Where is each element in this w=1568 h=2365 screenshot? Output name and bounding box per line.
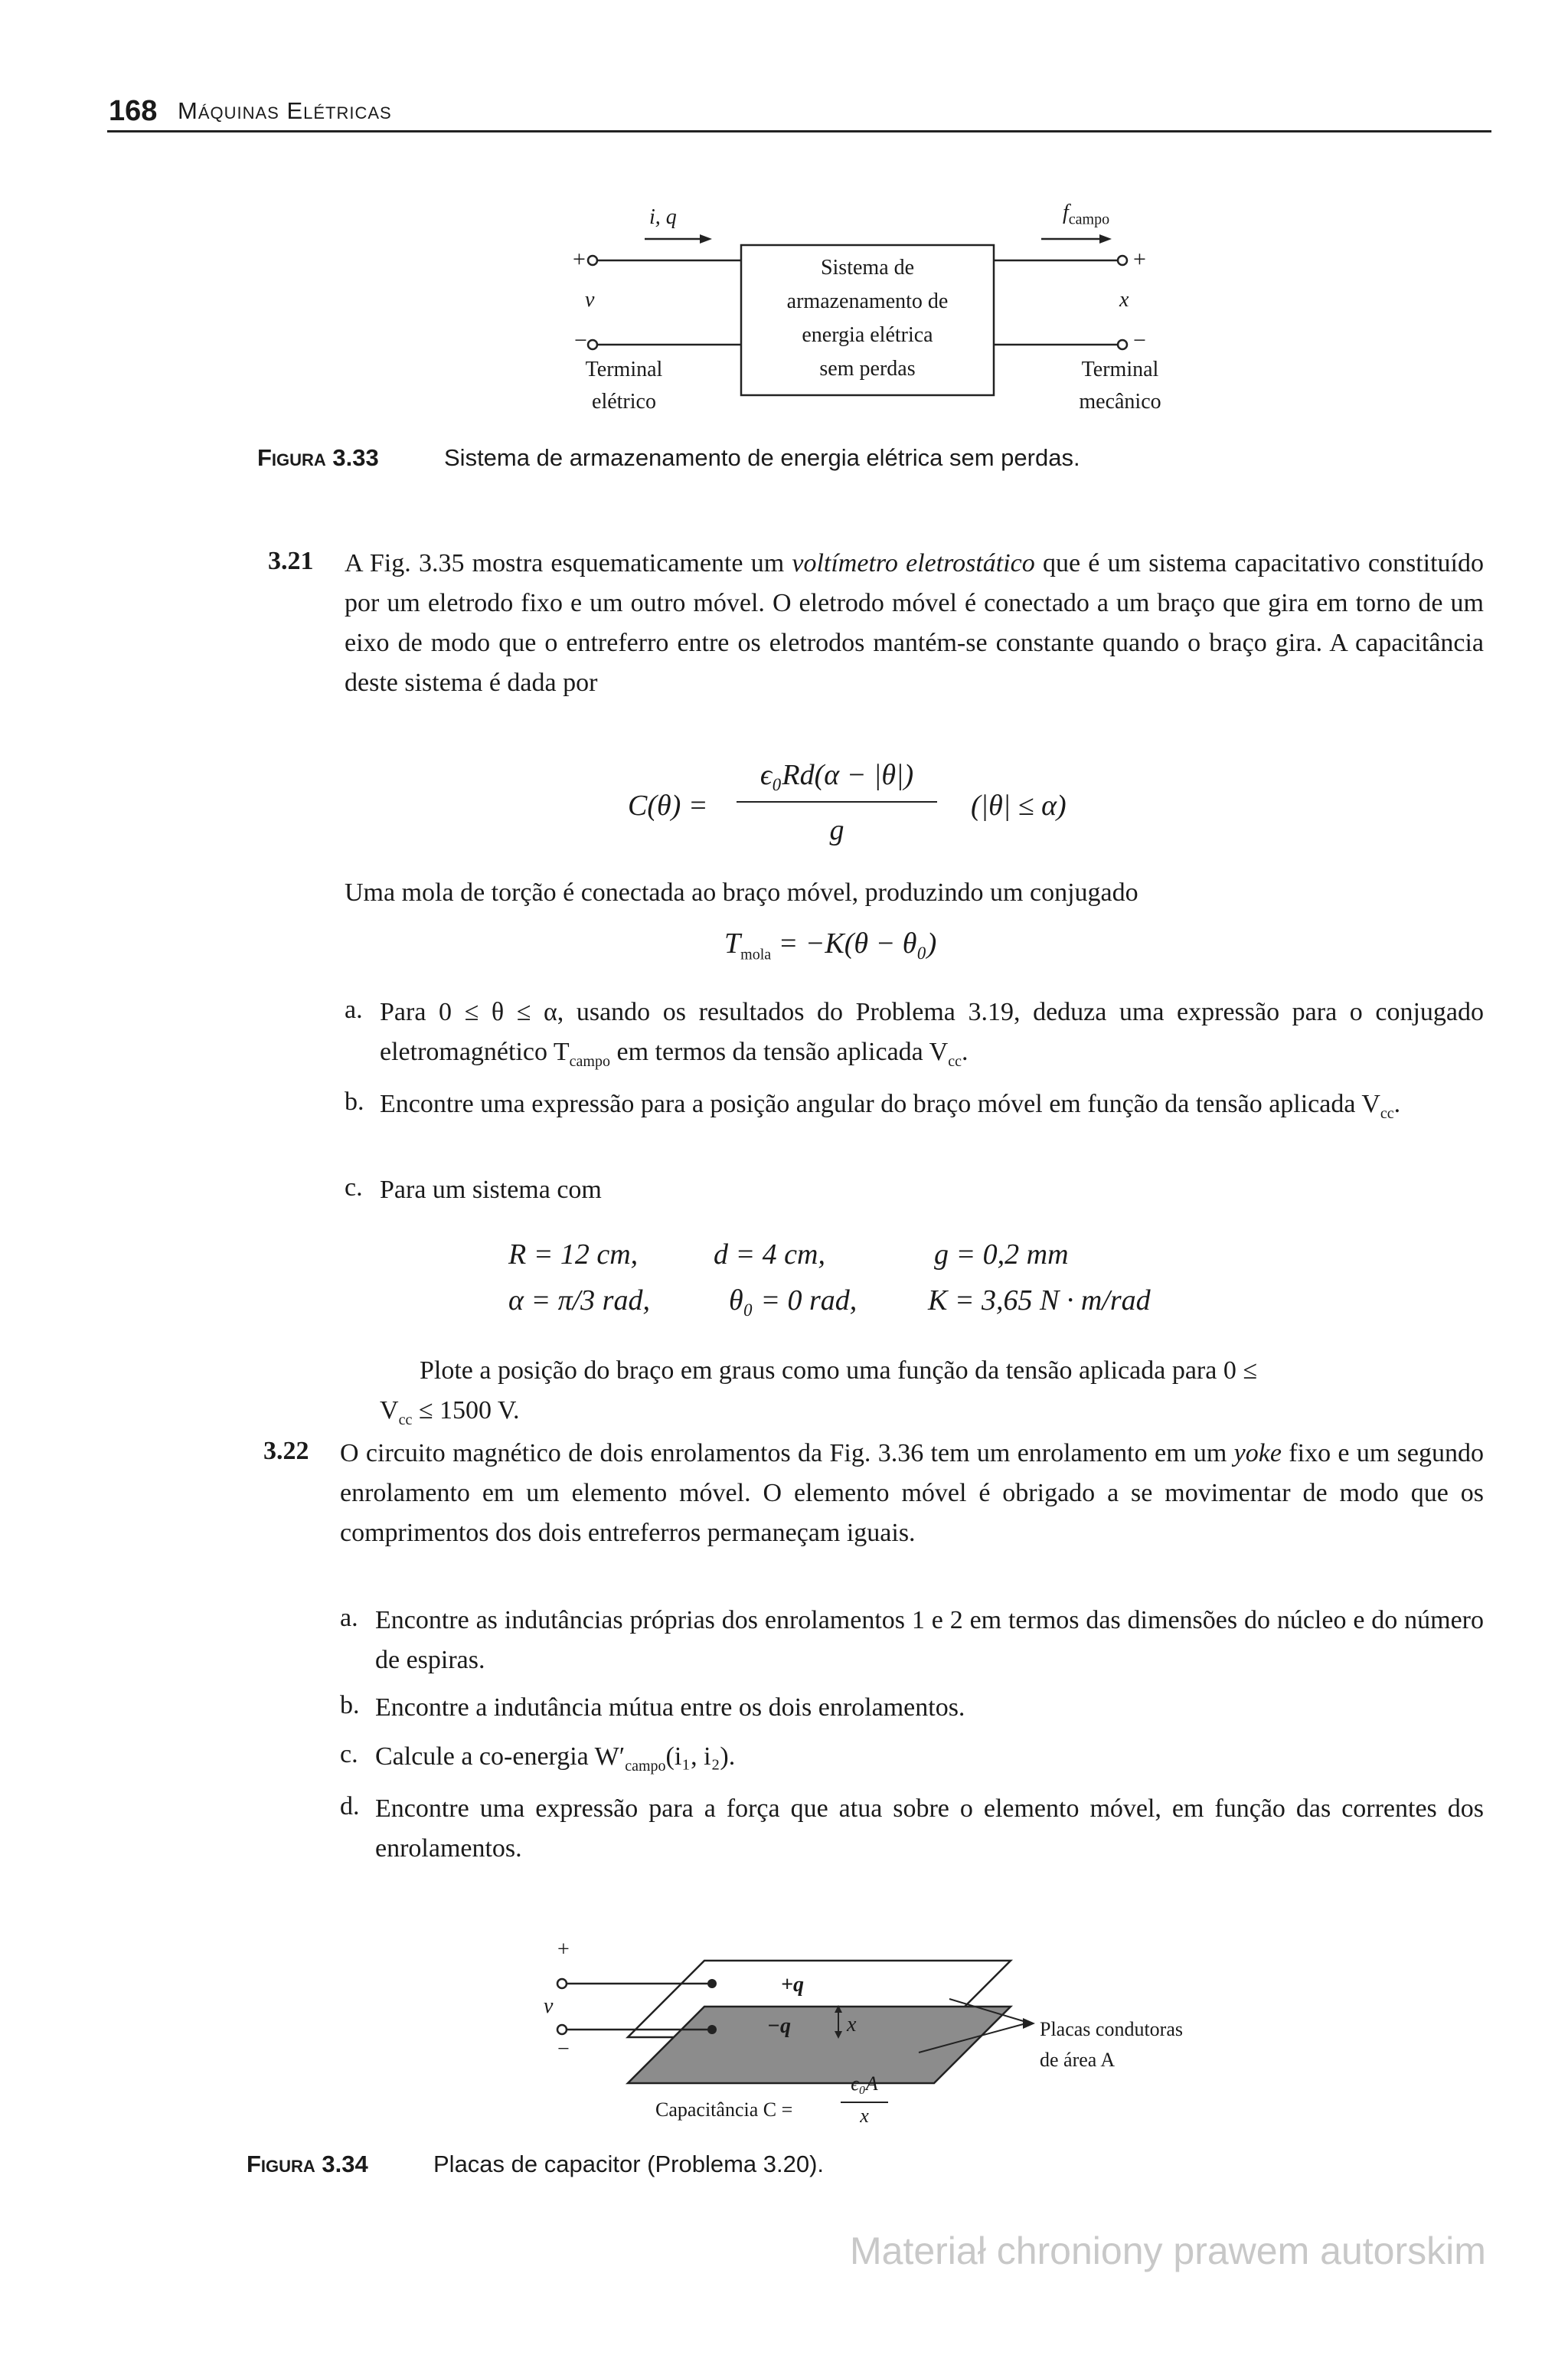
left-minus-sign: − xyxy=(574,328,587,353)
force-arrow-head xyxy=(1099,234,1112,244)
item-c-text: Para um sistema com xyxy=(380,1176,602,1204)
running-header-title: Máquinas Elétricas xyxy=(178,97,392,124)
param-K: K = 3,65 N · m/rad xyxy=(928,1284,1151,1317)
left-plus-sign: + xyxy=(573,247,586,272)
bottom-plate-contact xyxy=(707,2025,717,2034)
param-alpha: α = π/3 rad, xyxy=(508,1284,650,1317)
item-b-text: Encontre uma expressão para a posição angular do braço móvel em função da tensão aplicada $V_{cc}$. xyxy=(380,1090,1401,1122)
electrical-terminal-minus xyxy=(588,340,597,349)
item-3-22-b-text: Encontre a indutância mútua entre os dois enrolamentos. xyxy=(375,1693,965,1722)
figure-3-33-label: Figura 3.33 xyxy=(257,444,379,471)
header-rule xyxy=(107,130,1491,132)
problem-3-22-number: 3.22 xyxy=(263,1437,309,1465)
item-3-22-a-letter: a. xyxy=(340,1604,358,1632)
item-3-22-a-text: Encontre as indutâncias próprias dos enrolamentos 1 e 2 em termos das dimensões do núcleo e do número de espiras. xyxy=(375,1606,1484,1674)
problem-3-21-text: A Fig. 3.35 mostra esquematicamente um voltímetro eletrostático que é um sistema capacitativo constituído por um eletrodo fixo e um outro móvel. O eletrodo móvel é conectado a um braço que gira em torno de um eixo de modo que o entreferro entre os eletrodos mantém-se constante quando o braço gira. A capacitância deste sistema é dada por xyxy=(345,549,1484,697)
capacitance-denominator: x xyxy=(860,2105,869,2127)
fraction-bar xyxy=(737,801,937,803)
param-theta0: θ₀ = 0 rad, xyxy=(729,1284,858,1317)
problem-3-21-number: 3.21 xyxy=(268,547,314,575)
plates-label: Placas condutoras de área A xyxy=(1040,2018,1184,2071)
minus-charge-label: −q xyxy=(767,2014,791,2038)
storage-system-text: Sistema de armazenamento de energia elétrica sem perdas xyxy=(786,256,949,381)
item-3-22-c-letter: c. xyxy=(340,1740,358,1768)
figure-3-34-diagram xyxy=(536,1930,1072,2091)
electrical-terminal-label: Terminal elétrico xyxy=(585,358,663,414)
item-3-22-b-letter: b. xyxy=(340,1691,360,1719)
spring-text: Uma mola de torção é conectada ao braço móvel, produzindo um conjugado xyxy=(345,878,1138,907)
capacitance-equation-numerator: ϵ₀Rd(α − |θ|) xyxy=(760,759,914,791)
param-g: g = 0,2 mm xyxy=(934,1238,1069,1271)
item-a-letter: a. xyxy=(345,996,363,1024)
problem-3-22-text: O circuito magnético de dois enrolamentos da Fig. 3.36 tem um enrolamento em um yoke fixo e um segundo enrolamento em um elemento móvel. O elemento móvel é obrigado a se movimentar de modo que os comprimentos dos dois entreferros permaneçam iguais. xyxy=(340,1439,1484,1547)
fig334-minus: − xyxy=(557,2037,570,2061)
capacitance-formula-prefix: Capacitância C = xyxy=(655,2098,793,2121)
figure-3-33-caption: Sistema de armazenamento de energia elétrica sem perdas. xyxy=(444,444,1080,471)
item-3-22-d-text: Encontre uma expressão para a força que atua sobre o elemento móvel, em função das correntes dos enrolamentos. xyxy=(375,1794,1484,1863)
current-arrow-head xyxy=(700,234,712,244)
mechanical-terminal-label: Terminal mecânico xyxy=(1079,358,1161,414)
plus-terminal xyxy=(557,1979,567,1988)
capacitance-fraction-bar xyxy=(841,2102,888,2103)
plot-instruction-cont: $V_{cc} \le 1500$ V. xyxy=(380,1396,520,1428)
item-c-letter: c. xyxy=(345,1173,363,1202)
item-b-letter: b. xyxy=(345,1088,364,1116)
right-minus-sign: − xyxy=(1133,328,1146,353)
figure-3-34-label: Figura 3.34 xyxy=(247,2151,368,2177)
current-charge-label: i, q xyxy=(649,205,677,229)
item-3-22-d-letter: d. xyxy=(340,1792,360,1820)
gap-x-label: x xyxy=(847,2013,857,2036)
leader-arrow-head xyxy=(1023,2018,1035,2029)
mechanical-terminal-plus xyxy=(1118,256,1127,265)
figure-3-34-caption: Placas de capacitor (Problema 3.20). xyxy=(433,2151,825,2177)
spring-torque-equation: $T_{mola} = -K(\theta - \theta_0)$ xyxy=(724,927,937,963)
displacement-label: x xyxy=(1119,288,1129,312)
top-plate-contact xyxy=(707,1979,717,1988)
param-d: d = 4 cm, xyxy=(714,1238,825,1271)
capacitance-equation-lhs: C(θ) = xyxy=(628,790,708,822)
fig334-plus: + xyxy=(557,1938,570,1961)
capacitance-equation-denominator: g xyxy=(829,814,844,846)
minus-terminal xyxy=(557,2025,567,2034)
field-force-label: $f_{campo}$ xyxy=(1063,201,1110,228)
param-R: R = 12 cm, xyxy=(508,1238,639,1271)
plus-charge-label: +q xyxy=(781,1973,804,1997)
voltage-label: v xyxy=(585,288,595,312)
electrical-terminal-plus xyxy=(588,256,597,265)
fig334-v: v xyxy=(544,1994,554,2018)
copyright-watermark: Materiał chroniony prawem autorskim xyxy=(850,2229,1486,2272)
plot-instruction: Plote a posição do braço em graus como uma função da tensão aplicada para 0 ≤ xyxy=(420,1356,1257,1385)
capacitance-equation-condition: (|θ| ≤ α) xyxy=(971,790,1067,822)
page-number: 168 xyxy=(109,95,158,127)
item-3-22-c-text: Calcule a co-energia $W'_{campo}(i_1$, i₂). xyxy=(375,1742,736,1775)
mechanical-terminal-minus xyxy=(1118,340,1127,349)
capacitance-numerator: ϵ₀A xyxy=(851,2072,878,2095)
right-plus-sign: + xyxy=(1133,247,1146,272)
item-a-text: Para 0 ≤ θ ≤ α, usando os resultados do Problema 3.19, deduza uma expressão para o conjugado eletromagnético $T_{campo}$ em termos da tensão aplicada $V_{cc}$. xyxy=(380,998,1484,1070)
